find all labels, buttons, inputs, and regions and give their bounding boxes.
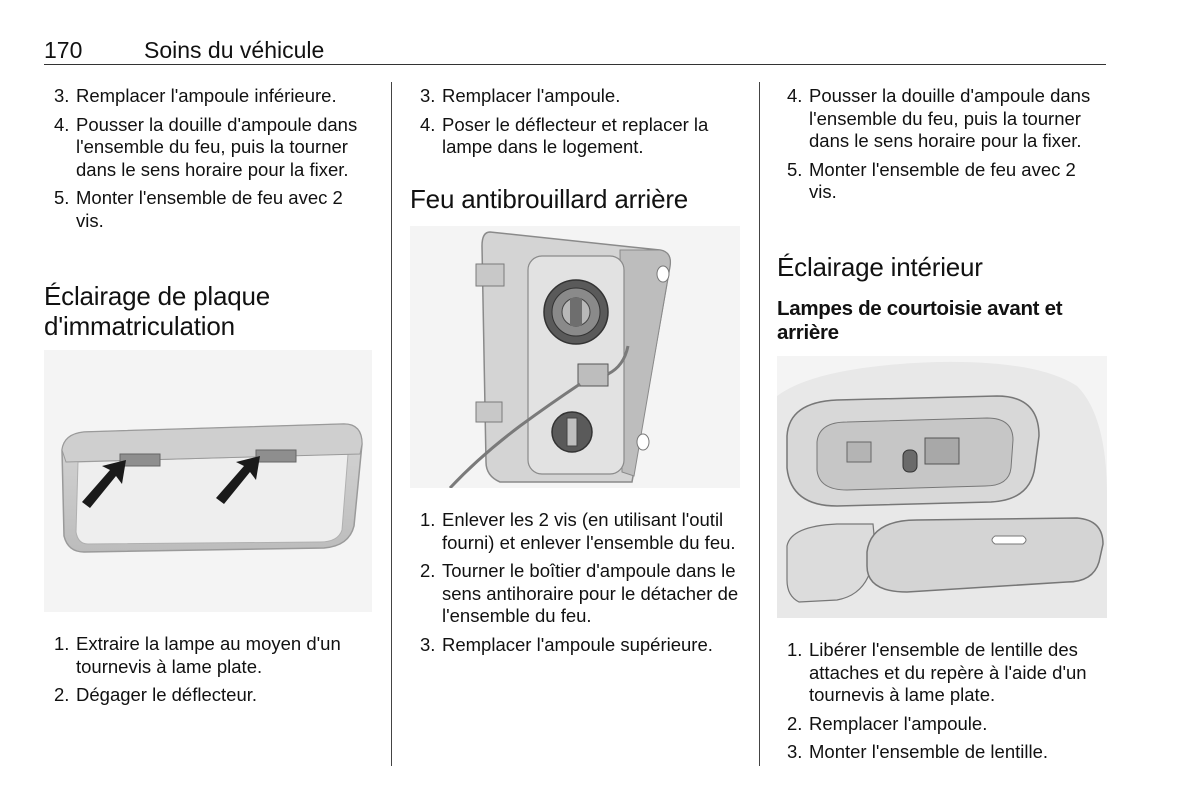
list-item: 4. Poser le déflecteur et replacer la lampe dans le logement. bbox=[420, 113, 709, 157]
list-item: 3. Remplacer l'ampoule supérieure. bbox=[420, 633, 713, 655]
list-item: 3. Remplacer l'ampoule. bbox=[420, 85, 621, 106]
column-divider bbox=[391, 82, 392, 766]
list-item: 5. Monter l'ensemble de feu avec 2 vis. bbox=[787, 158, 1076, 202]
list-item: 2. Remplacer l'ampoule. bbox=[787, 712, 988, 734]
license-plate-lamp-figure bbox=[44, 350, 372, 612]
column-divider bbox=[759, 82, 760, 766]
left-column-steps-bottom bbox=[54, 633, 374, 707]
list-item: 5. Monter l'ensemble de feu avec 2 vis. bbox=[54, 187, 343, 231]
list-item: 1. Libérer l'ensemble de lentille des attaches et du repère à l'aide d'un tournevis à lame plate. bbox=[787, 639, 1087, 705]
section-title: Soins du véhicule bbox=[144, 37, 325, 63]
page-number: 170 bbox=[44, 37, 83, 63]
list-item: 2. Dégager le déflecteur. bbox=[54, 684, 258, 705]
right-column-steps-top bbox=[787, 85, 1107, 204]
list-item: 4. Pousser la douille d'ampoule dans l'ensemble du feu, puis la tourner dans le sens horaire pour la fixer. bbox=[54, 113, 358, 180]
left-column-steps-top bbox=[54, 85, 374, 232]
list-item: 4. Pousser la douille d'ampoule dans l'ensemble du feu, puis la tourner dans le sens horaire pour la fixer. bbox=[787, 85, 1091, 151]
list-item: 1. Extraire la lampe au moyen d'un tournevis à lame plate. bbox=[54, 633, 341, 677]
right-column-steps-bottom bbox=[787, 639, 1107, 764]
page-header bbox=[44, 34, 1106, 65]
heading-license-plate-lighting: Éclairage de plaque d'immatriculation bbox=[44, 281, 271, 341]
middle-column-steps-bottom bbox=[420, 509, 740, 656]
heading-interior-lighting: Éclairage intérieur bbox=[777, 252, 983, 282]
heading-rear-fog-lamp: Feu antibrouillard arrière bbox=[410, 184, 689, 214]
rear-fog-lamp-figure bbox=[410, 226, 740, 488]
courtesy-lamp-figure bbox=[777, 356, 1107, 618]
list-item: 3. Monter l'ensemble de lentille. bbox=[787, 741, 1049, 762]
subheading-courtesy-lamps: Lampes de courtoisie avant et arrière bbox=[777, 297, 1063, 344]
list-item: 1. Enlever les 2 vis (en utilisant l'outil fourni) et enlever l'ensemble du feu. bbox=[420, 509, 736, 553]
list-item: 3. Remplacer l'ampoule inférieure. bbox=[54, 85, 337, 106]
list-item: 2. Tourner le boîtier d'ampoule dans le sens antihoraire pour le détacher de l'ensemble du feu. bbox=[420, 560, 739, 626]
middle-column-steps-top bbox=[420, 85, 740, 159]
